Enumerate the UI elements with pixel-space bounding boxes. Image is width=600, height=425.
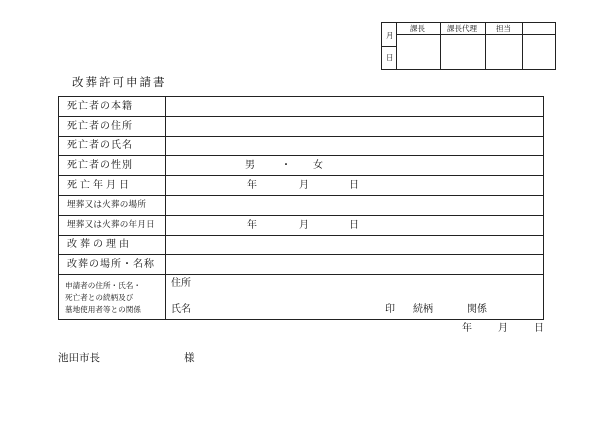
submission-year-label: 年 <box>462 323 472 334</box>
approval-stamp-box <box>381 22 556 70</box>
seal-mark: 印 <box>385 304 395 315</box>
application-form-table <box>58 96 544 320</box>
label-applicant-line2: 死亡者との続柄及び <box>65 293 134 302</box>
death-year-label: 年 <box>247 180 257 191</box>
label-reburial-place: 改葬の場所・名称 <box>67 259 155 270</box>
label-burial-place: 埋葬又は火葬の場所 <box>67 200 147 210</box>
value-male: 男 <box>245 160 255 171</box>
submission-day-label: 日 <box>534 323 544 334</box>
burial-day-label: 日 <box>349 220 359 231</box>
burial-year-label: 年 <box>247 220 257 231</box>
approval-header-kacho-dairi: 課長代理 <box>447 24 477 33</box>
addressee: 池田市長 <box>58 352 100 364</box>
relation-label-2: 関係 <box>467 304 487 315</box>
applicant-name-label: 氏名 <box>171 304 191 315</box>
value-sep: ・ <box>281 160 291 171</box>
label-address: 死亡者の住所 <box>67 121 133 132</box>
form-title: 改葬許可申請書 <box>72 75 167 89</box>
approval-header-tanto: 担当 <box>496 24 511 33</box>
approval-day-label: 日 <box>386 53 394 62</box>
relation-label: 続柄 <box>413 304 433 315</box>
label-reason: 改葬の理由 <box>67 239 132 250</box>
label-name: 死亡者の氏名 <box>67 140 133 151</box>
label-applicant-line3: 墓地使用者等との関係 <box>65 305 141 314</box>
label-burial-date: 埋葬又は火葬の年月日 <box>67 220 155 230</box>
label-applicant-line1: 申請者の住所・氏名・ <box>65 281 141 290</box>
label-honseki: 死亡者の本籍 <box>67 101 133 112</box>
approval-header-kacho: 課長 <box>410 24 425 33</box>
submission-month-label: 月 <box>498 323 508 334</box>
value-female: 女 <box>313 160 323 171</box>
approval-month-label: 月 <box>386 31 394 40</box>
death-month-label: 月 <box>299 180 309 191</box>
burial-month-label: 月 <box>299 220 309 231</box>
honorific: 様 <box>184 352 195 364</box>
applicant-address-label: 住所 <box>171 278 191 289</box>
label-death-date: 死亡年月日 <box>67 180 132 191</box>
death-day-label: 日 <box>349 180 359 191</box>
label-sex: 死亡者の性別 <box>67 160 133 171</box>
